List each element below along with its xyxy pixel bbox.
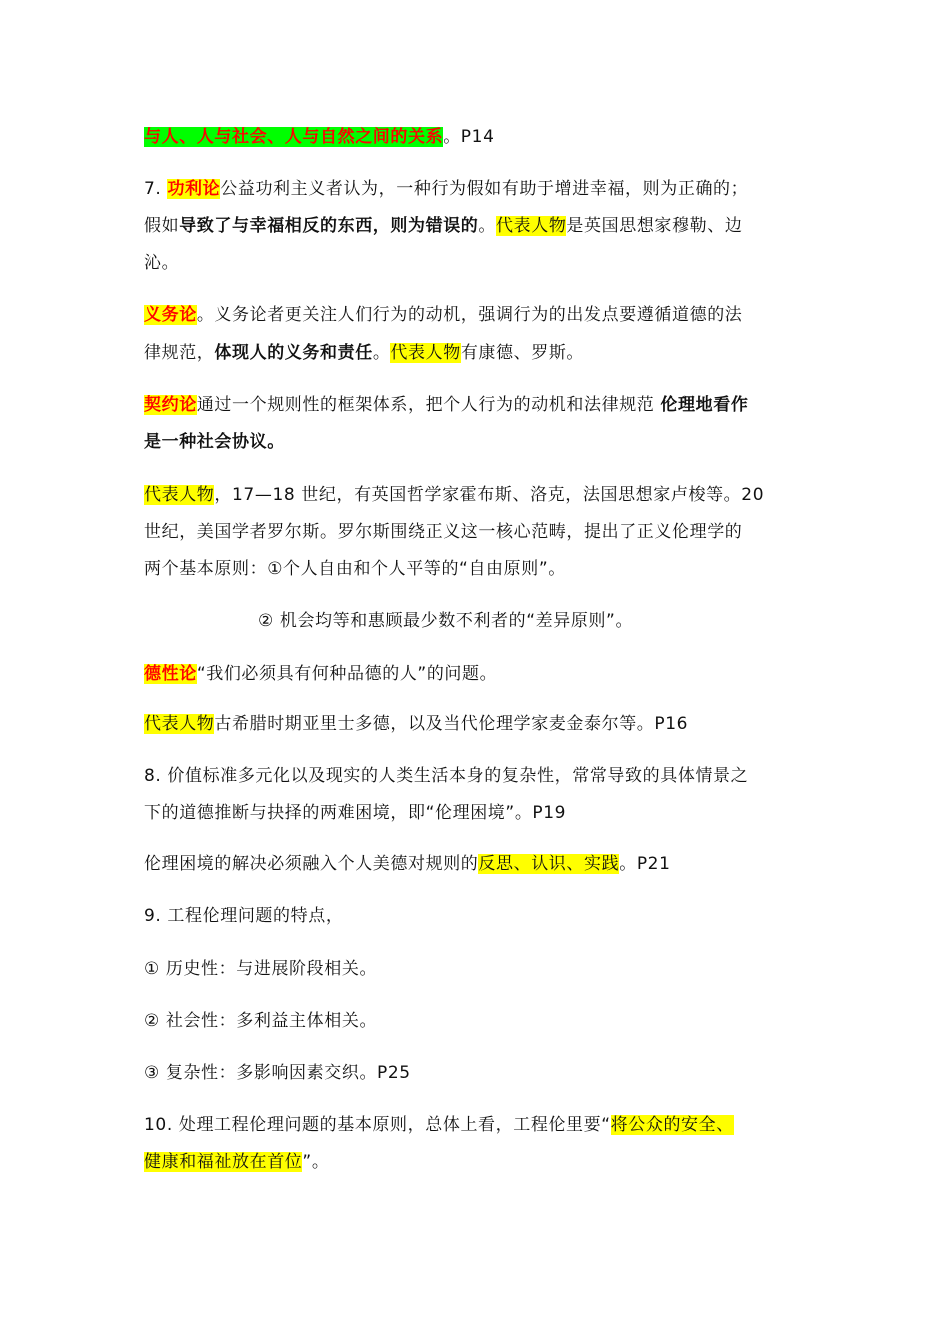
item8-line2: 下的道德推断与抉择的两难困境，即“伦理困境”。P19 [144, 803, 567, 823]
item8-line1: 8. 价值标准多元化以及现实的人类生活本身的复杂性，常常导致的具体情景之 [144, 766, 749, 786]
rep-block-line3: 两个基本原则：①个人自由和个人平等的“自由原则”。 [144, 559, 566, 579]
highlighted-phrase: 将公众的安全、 [610, 1115, 734, 1135]
rep-label: 代表人物 [144, 714, 215, 734]
term-virtue-ethics: 德性论 [144, 664, 197, 684]
term-utilitarianism: 功利论 [167, 179, 221, 199]
highlighted-phrase: 与人、人与社会、人与自然之间的关系 [144, 127, 444, 147]
term-deontology: 义务论 [144, 305, 197, 325]
item10-line2: 健康和福祉放在首位”。 [144, 1152, 330, 1172]
dilemma-line: 伦理困境的解决必须融入个人美德对规则的反思、认识、实践。P21 [144, 854, 671, 874]
contract-line1: 契约论通过一个规则性的框架体系，把个人行为的动机和法律规范 伦理地看作 [144, 395, 749, 415]
virtue-line: 德性论“我们必须具有何种品德的人”的问题。 [144, 664, 498, 684]
rep-label: 代表人物 [144, 485, 215, 505]
rep-block-line2: 世纪，美国学者罗尔斯。罗尔斯围绕正义这一核心范畴，提出了正义伦理学的 [144, 522, 743, 542]
rep-label: 代表人物 [496, 216, 567, 236]
item10-line1: 10. 处理工程伦理问题的基本原则，总体上看，工程伦里要“将公众的安全、 [144, 1115, 734, 1135]
item9-title: 9. 工程伦理问题的特点， [144, 906, 344, 926]
item9-point3: ③ 复杂性：多影响因素交织。P25 [144, 1063, 411, 1083]
duty-line2: 律规范，体现人的义务和责任。代表人物有康德、罗斯。 [144, 343, 585, 363]
item7-line2: 假如导致了与幸福相反的东西，则为错误的。代表人物是英国思想家穆勒、边 [144, 216, 743, 236]
rep-block-line4: ② 机会均等和惠顾最少数不利者的“差异原则”。 [258, 611, 634, 631]
highlighted-phrase: 反思、认识、实践 [478, 854, 620, 874]
line-relationship: 与人、人与社会、人与自然之间的关系。P14 [144, 127, 495, 147]
rep-block-line1: 代表人物，17—18 世纪，有英国哲学家霍布斯、洛克，法国思想家卢梭等。20 [144, 485, 765, 505]
virtue-rep-line: 代表人物古希腊时期亚里士多德，以及当代伦理学家麦金泰尔等。P16 [144, 714, 689, 734]
item7-line1: 7. 功利论公益功利主义者认为，一种行为假如有助于增进幸福，则为正确的； [144, 179, 749, 199]
item7-line3: 沁。 [144, 253, 180, 273]
duty-line1: 义务论。义务论者更关注人们行为的动机，强调行为的出发点要遵循道德的法 [144, 305, 743, 325]
contract-line2: 是一种社会协议。 [144, 432, 285, 452]
rep-label: 代表人物 [390, 343, 461, 363]
item9-point2: ② 社会性：多利益主体相关。 [144, 1011, 378, 1031]
term-contractarianism: 契约论 [144, 395, 197, 415]
highlighted-phrase: 健康和福祉放在首位 [144, 1152, 303, 1172]
item9-point1: ① 历史性：与进展阶段相关。 [144, 959, 378, 979]
